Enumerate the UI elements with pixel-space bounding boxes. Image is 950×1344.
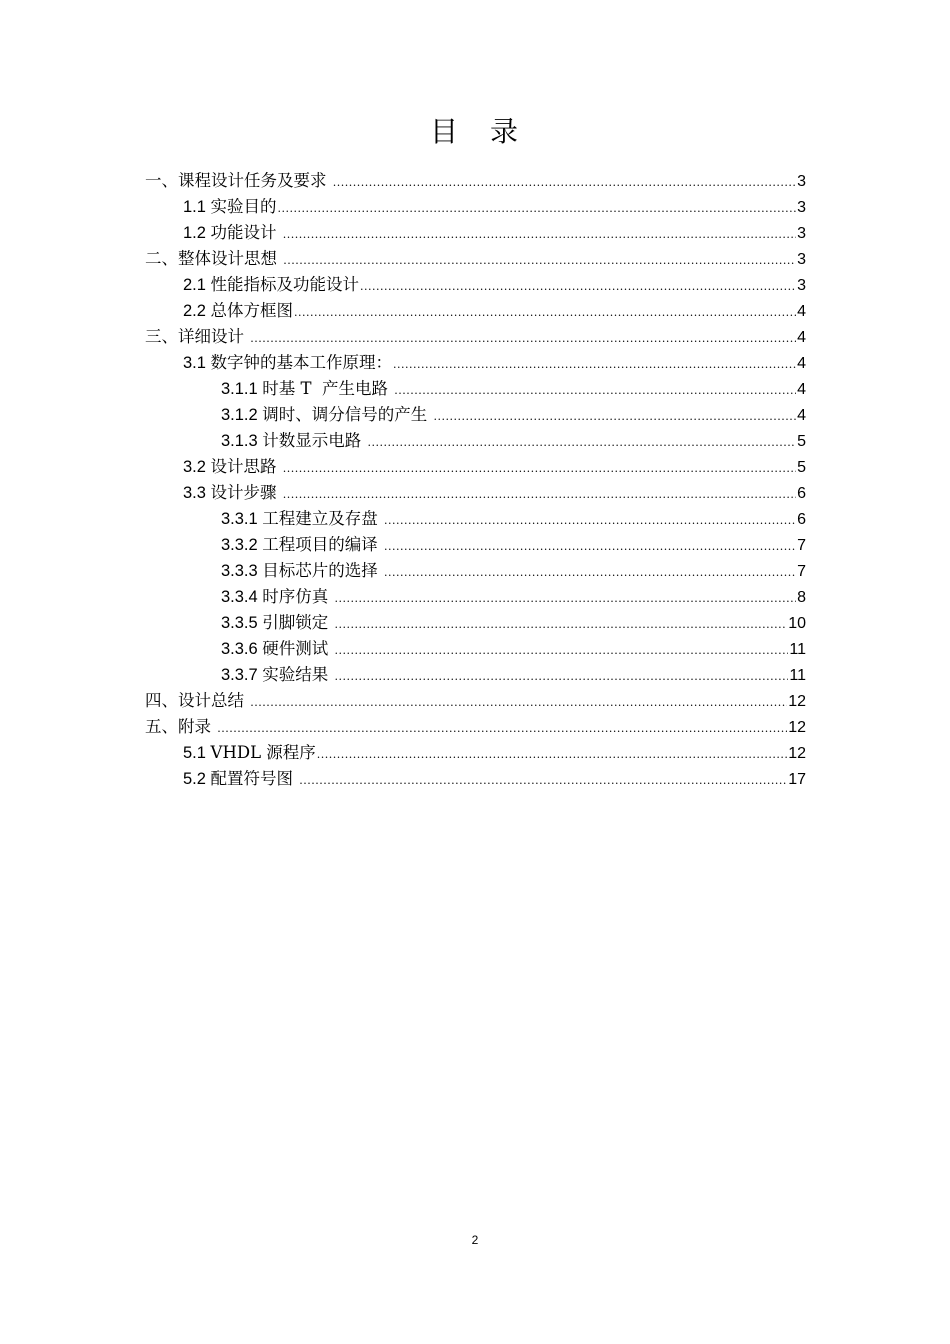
toc-entry[interactable] bbox=[145, 324, 806, 350]
toc-entry-number: 3.1.3 bbox=[221, 432, 263, 450]
page-title: 目 录 bbox=[429, 115, 520, 148]
toc-page-number: 4 bbox=[797, 303, 806, 320]
toc-entry-text: 实验目的 bbox=[210, 197, 277, 216]
toc-dot-leader bbox=[283, 222, 796, 248]
toc-entry-number: 3.3.1 bbox=[221, 510, 263, 528]
toc-page-number: 6 bbox=[797, 485, 806, 502]
toc-entry[interactable] bbox=[221, 584, 806, 610]
toc-entry-text: 功能设计 bbox=[210, 223, 282, 242]
toc-entry[interactable] bbox=[145, 168, 806, 194]
toc-entry-text: 工程项目的编译 bbox=[262, 535, 384, 554]
toc-entry-label bbox=[221, 532, 383, 558]
toc-entry-number: 3.3.3 bbox=[221, 562, 263, 580]
toc-dot-leader bbox=[333, 170, 796, 196]
toc-dot-leader bbox=[299, 768, 787, 794]
toc-entry[interactable] bbox=[145, 714, 806, 740]
toc-entry-text: 四、设计总结 bbox=[145, 691, 250, 710]
toc-page-number: 3 bbox=[797, 225, 806, 242]
toc-entry-label bbox=[221, 506, 383, 532]
toc-page-number: 7 bbox=[797, 563, 806, 580]
toc-page-number: 11 bbox=[789, 641, 806, 658]
toc-page-number: 12 bbox=[788, 745, 806, 762]
toc-page-number: 3 bbox=[797, 251, 806, 268]
toc-page-number: 7 bbox=[797, 537, 806, 554]
toc-entry[interactable] bbox=[183, 766, 806, 792]
toc-entry-label bbox=[183, 454, 282, 480]
toc-entry-text: 三、详细设计 bbox=[145, 327, 250, 346]
toc-dot-leader bbox=[384, 508, 796, 534]
toc-entry-text: 引脚锁定 bbox=[262, 613, 334, 632]
toc-entry-number: 2.2 bbox=[183, 302, 211, 320]
toc-entry-label bbox=[221, 558, 383, 584]
toc-entry[interactable] bbox=[221, 662, 806, 688]
toc-entry[interactable] bbox=[183, 272, 806, 298]
toc-dot-leader bbox=[335, 586, 797, 612]
toc-entry-text: 计数显示电路 bbox=[262, 431, 367, 450]
toc-entry-number: 3.1 bbox=[183, 354, 211, 372]
toc-entry-number: 3.2 bbox=[183, 458, 211, 476]
toc-entry[interactable] bbox=[183, 454, 806, 480]
toc-entry[interactable] bbox=[221, 610, 806, 636]
toc-page-number: 4 bbox=[797, 329, 806, 346]
toc-entry-label bbox=[145, 168, 332, 194]
toc-entry-text: 五、附录 bbox=[145, 717, 217, 736]
toc-page-number: 11 bbox=[789, 667, 806, 684]
toc-dot-leader bbox=[294, 300, 796, 326]
toc-entry-text: VHDL 源程序 bbox=[210, 743, 316, 762]
toc-entry[interactable] bbox=[145, 688, 806, 714]
toc-entry[interactable] bbox=[145, 246, 806, 272]
toc-entry-label bbox=[221, 662, 334, 688]
toc-entry[interactable] bbox=[221, 428, 806, 454]
toc-entry-text: 调时、调分信号的产生 bbox=[262, 405, 433, 424]
toc-entry[interactable] bbox=[183, 220, 806, 246]
toc-entry-label bbox=[183, 740, 316, 766]
toc-entry-number: 3.1.1 bbox=[221, 380, 263, 398]
page-number: 2 bbox=[471, 1233, 479, 1247]
toc-page-number: 4 bbox=[797, 407, 806, 424]
toc-entry-text: 数字钟的基本工作原理： bbox=[210, 353, 393, 372]
toc-entry-label bbox=[183, 194, 277, 220]
toc-entry-number: 1.1 bbox=[183, 198, 211, 216]
toc-entry[interactable] bbox=[183, 350, 806, 376]
toc-entry-label bbox=[221, 376, 393, 402]
toc-entry-text: 总体方框图 bbox=[210, 301, 294, 320]
toc-dot-leader bbox=[384, 560, 796, 586]
toc-entry-label bbox=[183, 220, 282, 246]
toc-entry[interactable] bbox=[221, 532, 806, 558]
toc-dot-leader bbox=[368, 430, 797, 456]
toc-page-number: 8 bbox=[797, 589, 806, 606]
toc-page-number: 10 bbox=[788, 615, 806, 632]
toc-entry-number: 5.1 bbox=[183, 744, 211, 762]
toc-dot-leader bbox=[393, 352, 796, 378]
toc-page-number: 4 bbox=[797, 381, 806, 398]
toc-entry[interactable] bbox=[183, 740, 806, 766]
toc-entry-label bbox=[183, 298, 293, 324]
toc-entry-label bbox=[145, 714, 216, 740]
toc-entry-label bbox=[183, 766, 298, 792]
toc-entry-label bbox=[221, 610, 334, 636]
toc-entry-label bbox=[145, 324, 249, 350]
toc-entry-number: 3.3.2 bbox=[221, 536, 263, 554]
toc-entry-text: 实验结果 bbox=[262, 665, 334, 684]
toc-entry-label bbox=[221, 584, 334, 610]
toc-page-number: 5 bbox=[797, 433, 806, 450]
toc-entry-number: 5.2 bbox=[183, 770, 211, 788]
toc-dot-leader bbox=[250, 690, 787, 716]
toc-entry-text: 性能指标及功能设计 bbox=[210, 275, 360, 294]
toc-entry-text: 硬件测试 bbox=[262, 639, 334, 658]
toc-entry[interactable] bbox=[183, 480, 806, 506]
toc-entry[interactable] bbox=[221, 506, 806, 532]
toc-page-number: 12 bbox=[788, 719, 806, 736]
toc-entry-label bbox=[145, 688, 249, 714]
toc-entry-number: 3.3.6 bbox=[221, 640, 263, 658]
toc-entry-text: 时序仿真 bbox=[262, 587, 334, 606]
toc-page-number: 4 bbox=[797, 355, 806, 372]
toc-entry-label bbox=[183, 350, 392, 376]
toc-entry-label bbox=[221, 636, 334, 662]
toc-entry-text: 工程建立及存盘 bbox=[262, 509, 384, 528]
toc-page-number: 3 bbox=[797, 277, 806, 294]
toc-page-number: 5 bbox=[797, 459, 806, 476]
toc-page-number: 17 bbox=[788, 771, 806, 788]
toc-entry-text: 目标芯片的选择 bbox=[262, 561, 384, 580]
toc-dot-leader bbox=[283, 456, 796, 482]
toc-entry-label bbox=[145, 246, 282, 272]
toc-entry[interactable] bbox=[183, 194, 806, 220]
toc-entry-number: 3.3 bbox=[183, 484, 211, 502]
toc-dot-leader bbox=[434, 404, 797, 430]
toc-entry-text: 设计思路 bbox=[210, 457, 282, 476]
toc-dot-leader bbox=[384, 534, 796, 560]
toc-entry[interactable] bbox=[221, 636, 806, 662]
toc-entry-text: 配置符号图 bbox=[210, 769, 299, 788]
toc-dot-leader bbox=[283, 482, 796, 508]
toc-entry-label bbox=[183, 272, 359, 298]
toc-entry-text: 二、整体设计思想 bbox=[145, 249, 283, 268]
toc-dot-leader bbox=[360, 274, 796, 300]
toc-entry[interactable] bbox=[221, 376, 806, 402]
toc-dot-leader bbox=[394, 378, 796, 404]
toc-dot-leader bbox=[317, 742, 787, 768]
toc-entry[interactable] bbox=[221, 402, 806, 428]
toc-dot-leader bbox=[335, 638, 789, 664]
toc-entry-number: 3.3.7 bbox=[221, 666, 263, 684]
toc-dot-leader bbox=[278, 196, 797, 222]
toc-entry-number: 3.1.2 bbox=[221, 406, 263, 424]
toc-entry[interactable] bbox=[221, 558, 806, 584]
toc-entry-text: 一、课程设计任务及要求 bbox=[145, 171, 332, 190]
toc-entry-number: 3.3.4 bbox=[221, 588, 263, 606]
toc-dot-leader bbox=[250, 326, 796, 352]
toc-dot-leader bbox=[335, 664, 789, 690]
toc-dot-leader bbox=[283, 248, 796, 274]
toc-dot-leader bbox=[217, 716, 787, 742]
toc-page-number: 3 bbox=[797, 199, 806, 216]
toc-entry-text: 设计步骤 bbox=[210, 483, 282, 502]
toc-entry-label bbox=[221, 402, 433, 428]
toc-entry[interactable] bbox=[183, 298, 806, 324]
toc-entry-label bbox=[221, 428, 367, 454]
toc-page-number: 12 bbox=[788, 693, 806, 710]
toc-page-number: 6 bbox=[797, 511, 806, 528]
toc-entry-number: 3.3.5 bbox=[221, 614, 263, 632]
toc-page-number: 3 bbox=[797, 173, 806, 190]
toc-entry-text: 时基 T 产生电路 bbox=[262, 379, 394, 398]
toc-entry-number: 1.2 bbox=[183, 224, 211, 242]
toc-entry-number: 2.1 bbox=[183, 276, 211, 294]
toc-entry-label bbox=[183, 480, 282, 506]
toc-dot-leader bbox=[335, 612, 788, 638]
